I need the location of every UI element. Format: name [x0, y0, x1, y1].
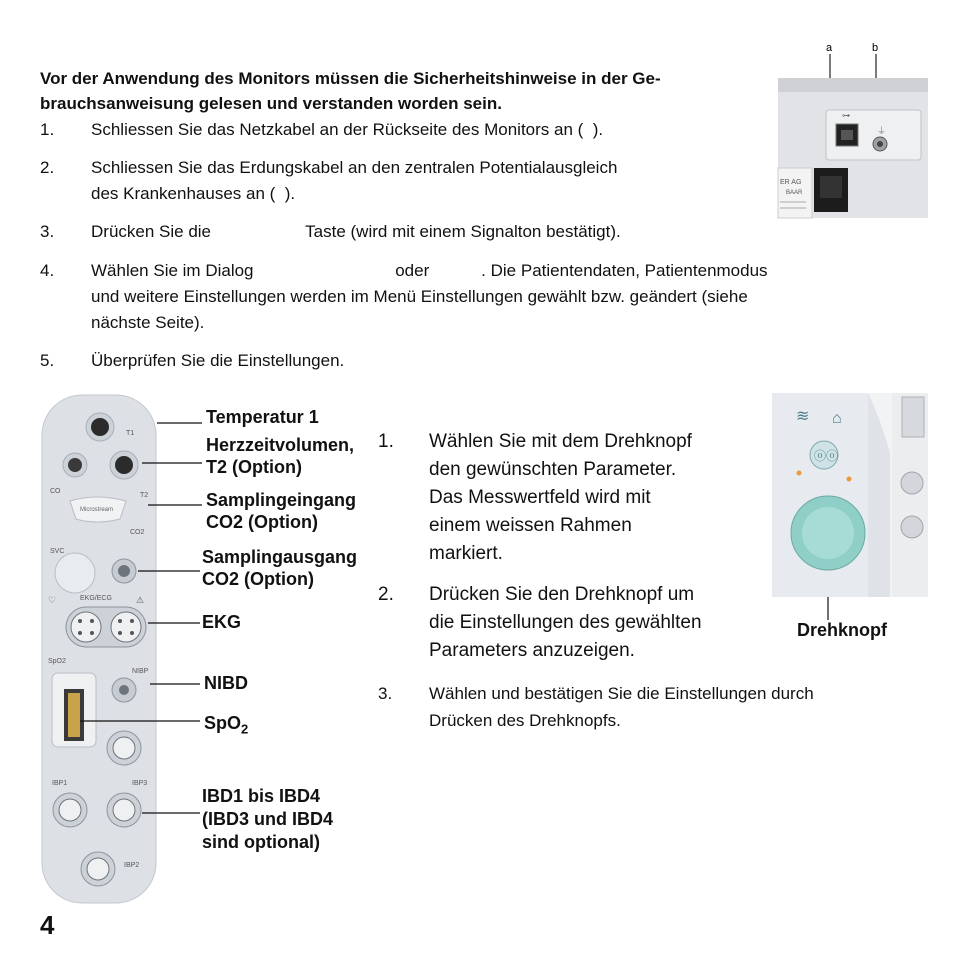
co2-marking: CO2 [130, 529, 145, 536]
co-marking: CO [50, 488, 61, 495]
step-number: 2. [378, 584, 394, 605]
svg-text:ⓞⓞ: ⓞⓞ [814, 449, 839, 463]
home-icon: ⌂ [832, 410, 842, 427]
monitor-rear-photo [776, 38, 928, 220]
spo2-text: SpO [204, 713, 242, 733]
label-nibd: NIBD [204, 673, 248, 693]
knob-step-1 [378, 428, 758, 578]
page-number: 4 [40, 910, 55, 940]
heart-icon: ♡ [48, 595, 57, 605]
ekg-marking: EKG/ECG [80, 595, 112, 602]
label-herzzeitvolumen-1: Herzzeitvolumen, [206, 435, 355, 455]
step-text: und weitere Einstellungen werden im Menü Einstellungen gewählt bzw. geändert (siehe [91, 287, 748, 306]
curve-icon: ≋ [796, 408, 810, 425]
label-herzzeitvolumen-2: T2 (Option) [206, 457, 302, 477]
label-ibd-1: IBD1 bis IBD4 [202, 786, 321, 806]
spo2-subscript: 2 [241, 721, 249, 737]
step-text: des Krankenhauses an ( ). [91, 184, 296, 203]
brand-marking: Microstream [80, 507, 114, 513]
step-2 [40, 155, 740, 207]
nibp-marking: NIBP [132, 668, 149, 675]
step-number: 5. [40, 351, 55, 370]
label-spo2 [204, 712, 248, 741]
svc-marking: SVC [50, 548, 65, 555]
step-text: Wählen und bestätigen Sie die Einstellungen durch Drücken des Drehknopfs. [429, 684, 814, 730]
ibp2-marking: IBP2 [124, 862, 140, 869]
step-4 [40, 258, 920, 338]
svc-cover [55, 553, 95, 593]
step-number: 2. [40, 158, 55, 177]
label-samplingeingang-1: Samplingeingang [206, 490, 357, 510]
svg-text:⊶: ⊶ [842, 111, 850, 120]
step-text: Schliessen Sie das Erdungskabel an den zentralen Potentialausgleich [91, 158, 618, 177]
connector-panel [40, 393, 160, 905]
label-b: b [872, 42, 879, 54]
ibp1-marking: IBP1 [52, 780, 68, 787]
t2-marking: T2 [140, 492, 149, 499]
panel-body [42, 395, 156, 903]
step-text: nächste Seite). [91, 313, 205, 332]
warning-line-2: brauchsanweisung gelesen und verstanden worden sein. [40, 94, 502, 113]
label-a: a [826, 42, 833, 54]
step-1 [40, 117, 740, 143]
label-samplingeingang-2: CO2 (Option) [206, 512, 318, 532]
label-drehknopf: Drehknopf [797, 620, 887, 640]
step-5 [40, 348, 740, 374]
warning-icon: ⚠ [136, 595, 145, 605]
label-ibd-2: (IBD3 und IBD4 [202, 809, 334, 829]
step-number: 1. [40, 120, 55, 139]
warning-line-1: Vor der Anwendung des Monitors müssen die Sicherheitshinweise in der Ge- [40, 69, 661, 88]
step-number: 4. [40, 261, 55, 280]
safety-warning [40, 66, 740, 116]
label-ibd-3: sind optional) [202, 832, 320, 852]
step-text: Drücken Sie den Drehknopf um die Einstellungen des gewählten Parameters anzuzeigen. [429, 584, 702, 661]
knob-step-2 [378, 581, 758, 671]
step-text: Drücken Sie die Taste (wird mit einem Signalton bestätigt). [91, 222, 621, 241]
svg-text:⏚: ⏚ [877, 126, 887, 136]
spo2-marking: SpO2 [48, 658, 66, 665]
knob-photo [772, 393, 928, 597]
step-text: Wählen Sie mit dem Drehknopf den gewünschten Parameter. Das Messwertfeld wird mit einem weissen Rahmen markiert. [429, 431, 692, 564]
t1-marking: T1 [126, 430, 135, 437]
plate-text-2: BAAR [786, 190, 803, 196]
label-ekg: EKG [202, 612, 242, 632]
step-number: 3. [40, 222, 55, 241]
label-samplingausgang-2: CO2 (Option) [202, 569, 314, 589]
knob-step-3 [378, 680, 918, 736]
label-temperatur-1: Temperatur 1 [206, 407, 319, 427]
ibp3-marking: IBP3 [132, 780, 148, 787]
step-text: Wählen Sie im Dialog oder . Die Patientendaten, Patientenmodus [91, 261, 768, 280]
step-text: Überprüfen Sie die Einstellungen. [91, 351, 345, 370]
step-3 [40, 219, 760, 245]
label-samplingausgang-1: Samplingausgang [202, 547, 358, 567]
step-text: Schliessen Sie das Netzkabel an der Rückseite des Monitors an ( ). [91, 120, 604, 139]
step-number: 3. [378, 684, 393, 703]
step-number: 1. [378, 431, 394, 452]
plate-text-1: ER AG [780, 179, 802, 186]
